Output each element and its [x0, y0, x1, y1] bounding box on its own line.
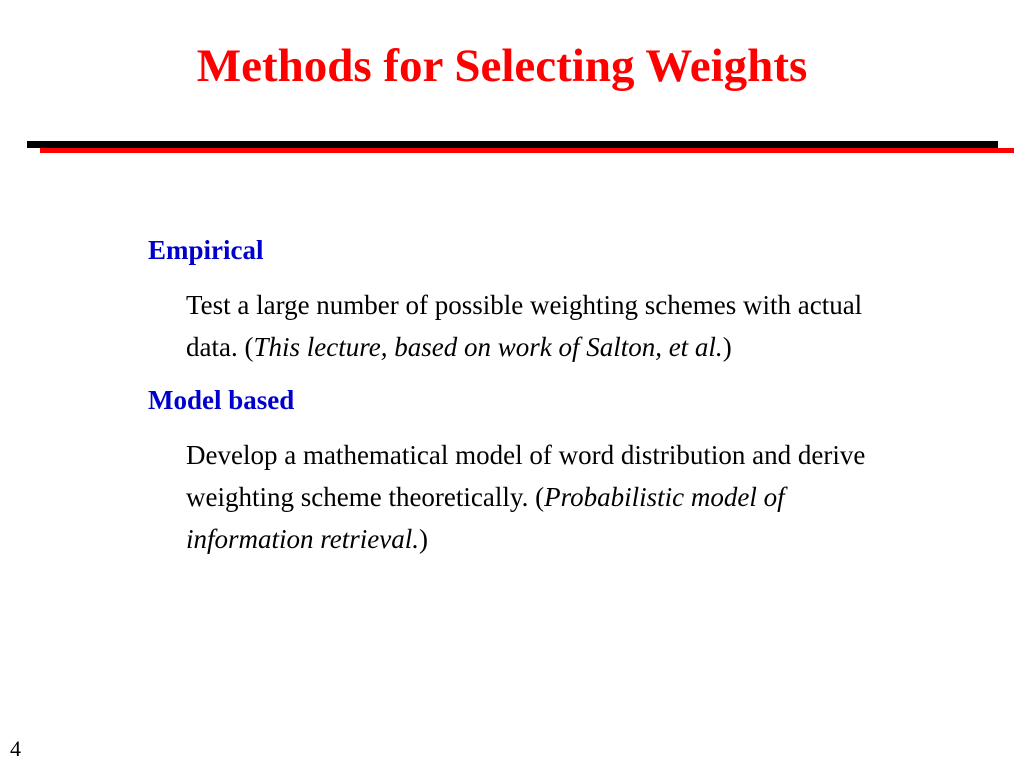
section-body [186, 434, 896, 560]
body-close: ) [418, 524, 428, 554]
title-rule-red [40, 148, 1014, 153]
body-italic: This lecture, based on work of Salton, et al. [253, 332, 723, 362]
body-close: ) [722, 332, 732, 362]
section-heading: Model based [148, 385, 295, 415]
slide-content [148, 230, 908, 572]
section-heading: Empirical [148, 235, 264, 265]
body-italic: Probabilistic model of information retrieval. [186, 482, 785, 554]
body-text: Test a large number of possible weighting schemes with actual data. ( [186, 290, 863, 362]
section-model-based [148, 380, 908, 560]
title-rule-black [27, 141, 998, 148]
slide-title: Methods for Selecting Weights [196, 40, 808, 92]
section-empirical [148, 230, 908, 368]
body-text: Develop a mathematical model of word distribution and derive weighting scheme theoretically. ( [186, 440, 866, 512]
slide-number: 4 [10, 736, 21, 761]
section-body [186, 284, 896, 368]
